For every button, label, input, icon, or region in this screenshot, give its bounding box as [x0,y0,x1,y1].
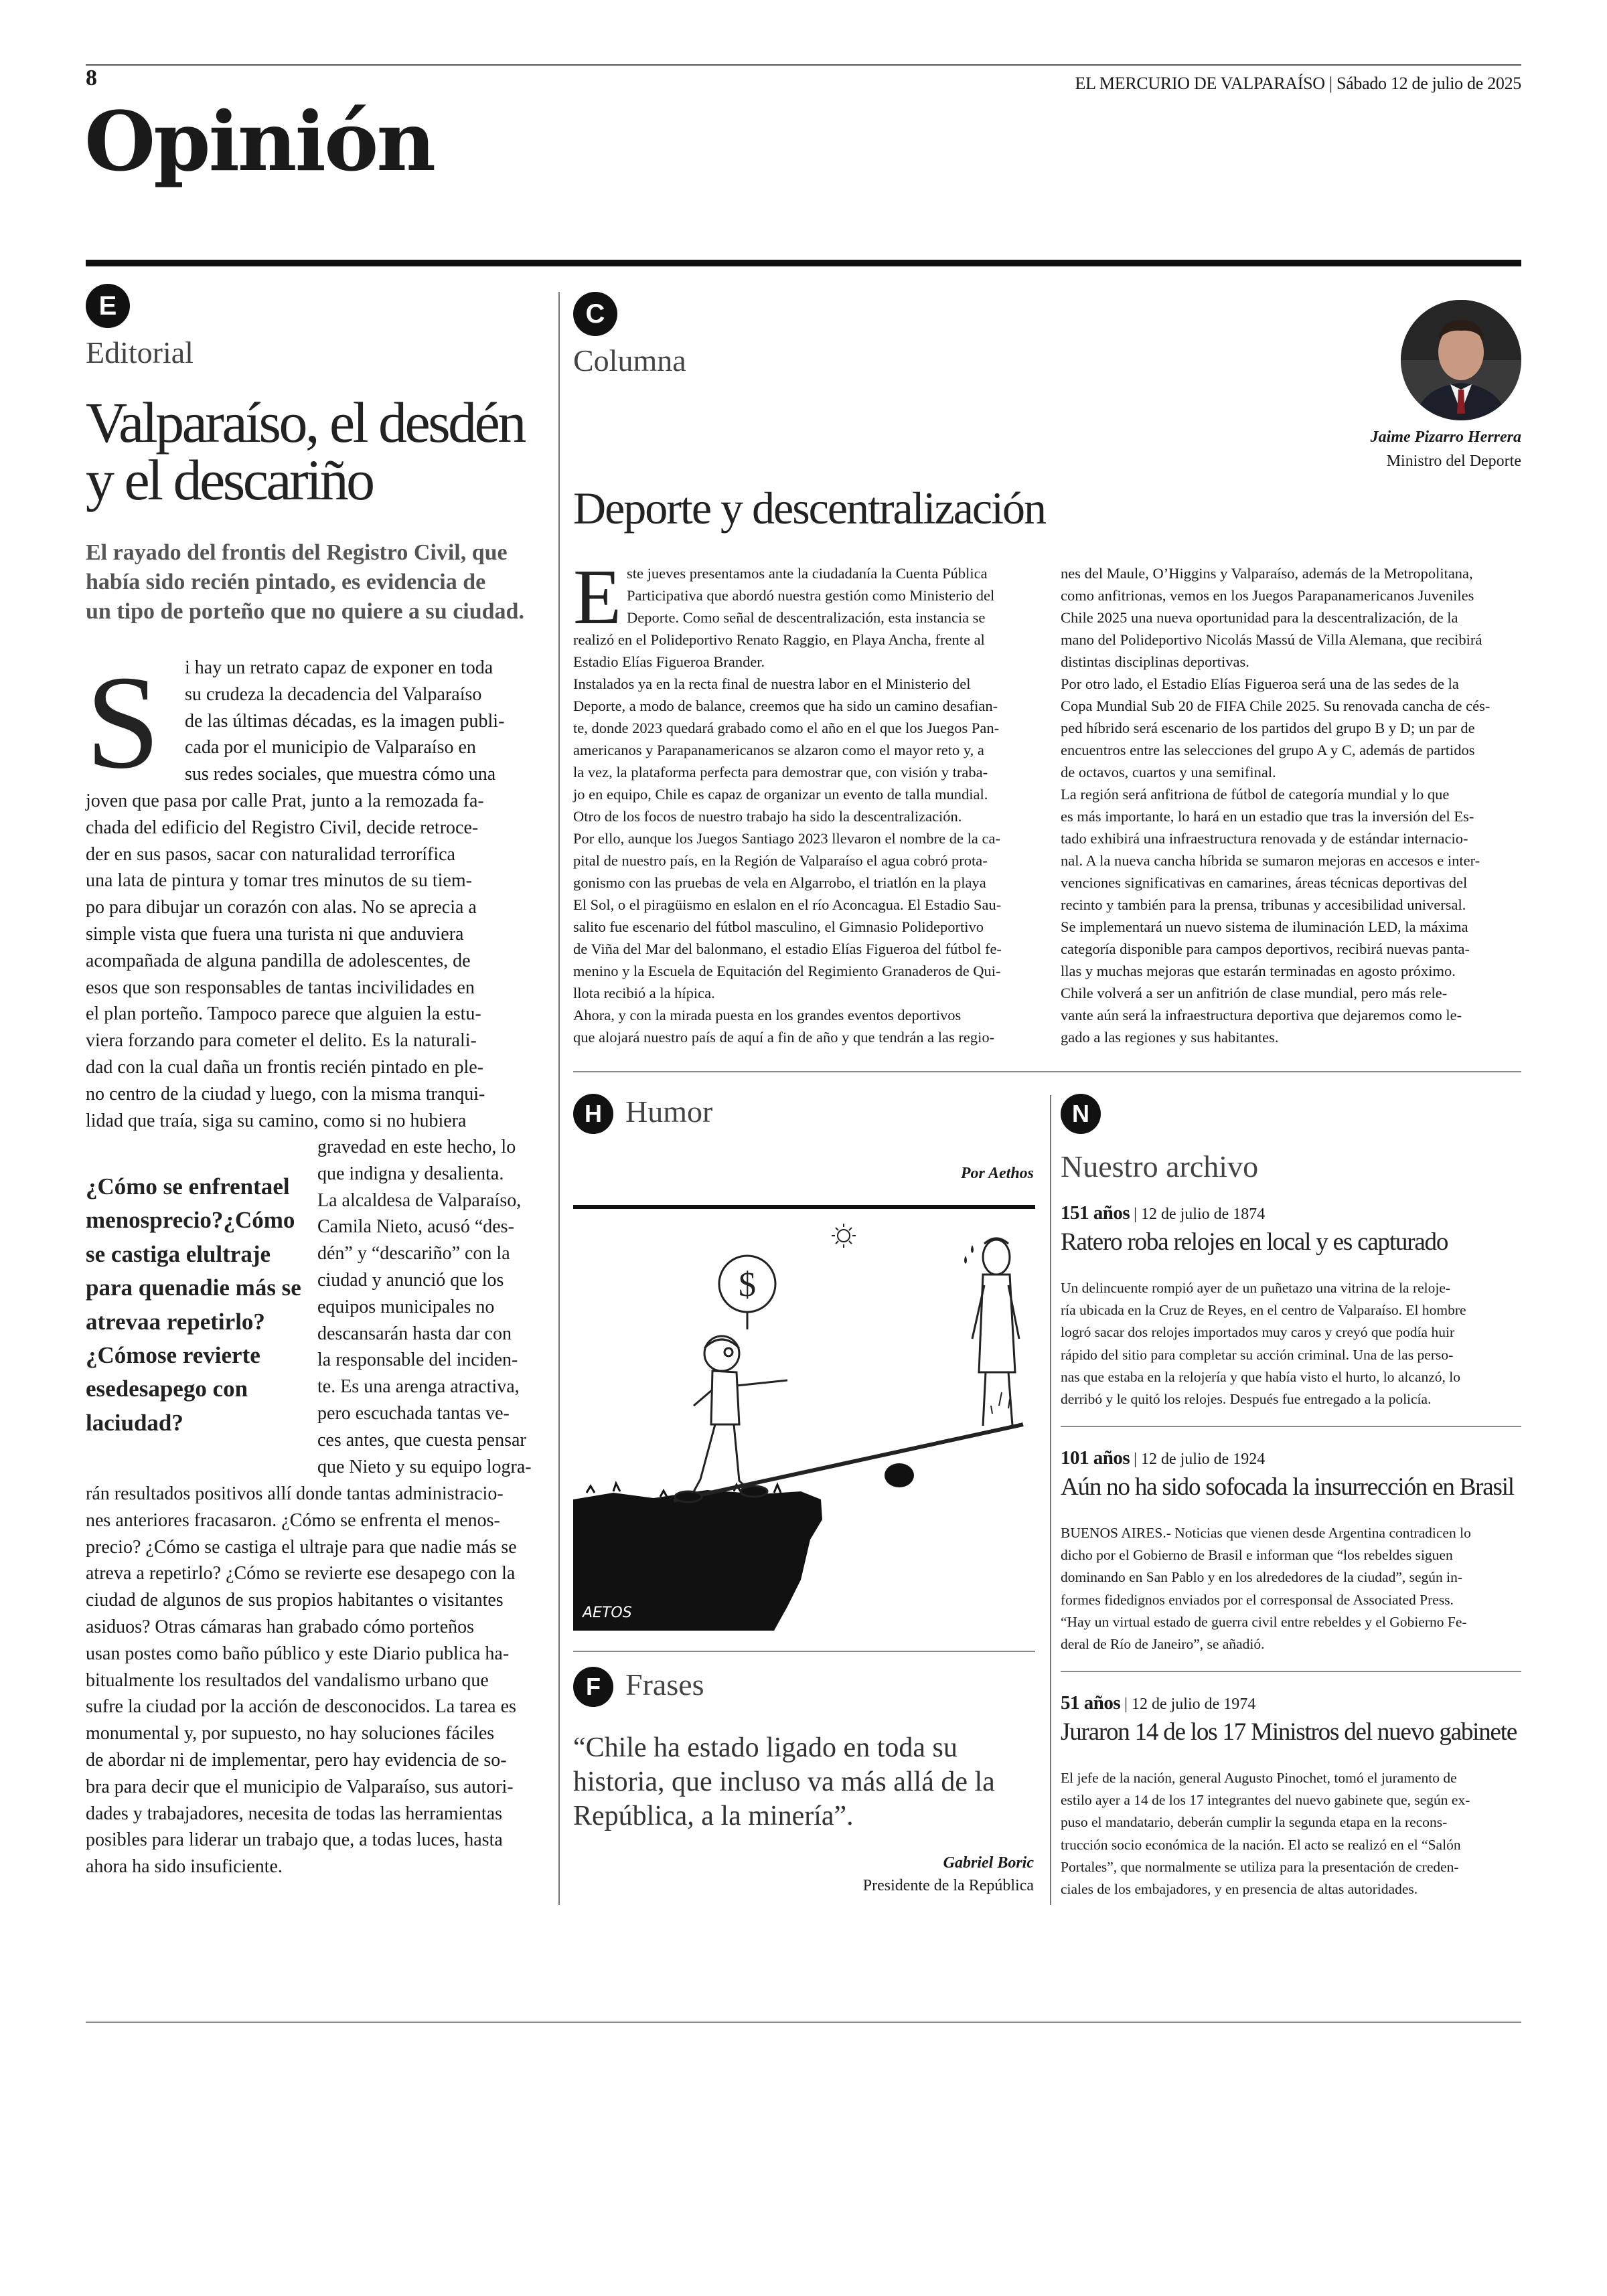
text-line: Otro de los focos de nuestro trabajo ha sido la descentralización. [573,808,962,825]
text-line: Chile 2025 una nueva oportunidad para la descentralización, de la [1061,609,1458,626]
editorial-title-line: Valparaíso, el desdén [86,390,524,455]
text-line: Instalados ya en la recta final de nuestra labor en el Ministerio del [573,675,971,692]
column-divider-left [558,292,560,1905]
text-line: posibles para liderar un trabajo que, a todas luces, hasta [86,1829,503,1851]
text-line: Deporte, a modo de balance, creemos que ha sido un camino desafian- [573,698,998,714]
cartoon-signature: AETOS [583,1605,632,1621]
masthead: EL MERCURIO DE VALPARAÍSO | Sábado 12 de julio de 2025 [1075,74,1521,93]
column-dropcap: E [573,553,622,641]
text-line: dad con la cual daña un frontis recién pintado en ple- [86,1056,483,1078]
text-line: ciudad? [104,1409,183,1436]
text-line: nas que estaba en la relojería y que había visto el hurto, lo alcanzó, lo [1061,1368,1461,1385]
text-line: trucción socio económica de la nación. El acto se realizó en el “Salón [1061,1836,1461,1853]
archive-item-body [1061,1767,1521,1900]
cartoon-credit: Por Aethos [960,1165,1034,1182]
text-line: ¿Cómo se enfrenta [86,1173,273,1200]
text-line: de Viña del Mar del balonmano, el estadio Elías Figueroa del fútbol fe- [573,940,1002,957]
text-line: la responsable del inciden- [317,1349,518,1371]
editorial-pull-quote [86,1170,307,1440]
text-line: La alcaldesa de Valparaíso, [317,1190,522,1211]
text-line: de octavos, cuartos y una semifinal. [1061,764,1276,781]
text-line: i hay un retrato capaz de exponer en toda [185,657,493,678]
author-role: Ministro del Deporte [1386,453,1521,470]
column-title: Deporte y descentralización [573,483,1045,534]
text-line: Chile volverá a ser un anfitrión de clase mundial, pero más rele- [1061,985,1448,1001]
text-line: desapego con la [86,1376,248,1436]
text-line: nes anteriores fracasaron. ¿Cómo se enfrenta el menos- [86,1509,500,1531]
text-line: gonismo con las pruebas de vela en Algarrobo, el triatlón en la playa [573,874,986,891]
text-line: ultraje para que [86,1240,271,1301]
archive-item-headline: Juraron 14 de los 17 Ministros del nuevo gabinete [1061,1718,1517,1746]
archive-item-headline: Ratero roba relojes en local y es capturado [1061,1228,1448,1256]
text-line: precio? ¿Cómo se castiga el ultraje para que nadie más se [86,1536,517,1558]
editorial-lead-line: El rayado del frontis del Registro Civil, que [86,540,508,565]
editorial-kicker: Editorial [86,335,194,370]
editorial-body-main [86,788,554,1134]
text-line: de abordar ni de implementar, pero hay evidencia de so- [86,1749,507,1771]
editorial-body-narrow [317,1134,558,1480]
text-line: dicho por el Gobierno de Brasil e informan que “los rebeldes siguen [1061,1547,1453,1564]
featured-quote [573,1731,1042,1833]
archive-divider [1061,1671,1521,1672]
editorial-title-line: y el descariño [86,448,373,512]
column-body-right [1061,562,1521,1048]
text-line: rán resultados positivos allí donde tantas administracio- [86,1483,504,1504]
bottom-rule [86,2022,1521,2023]
text-line: como anfitrionas, vemos en los Juegos Parapanamericanos Juveniles [1061,587,1474,604]
text-line: menino y la Escuela de Equitación del Regimiento Granaderos de Qui- [573,963,1001,979]
text-line: ría ubicada en la Cruz de Reyes, en el centro de Valparaíso. El hombre [1061,1302,1466,1319]
editorial-lead [86,538,554,627]
archive-badge: N [1061,1094,1101,1134]
top-rule [86,64,1521,66]
text-line: su crudeza la decadencia del Valparaíso [185,683,482,705]
text-line: ciudad de algunos de sus propios habitantes o visitantes [86,1590,504,1611]
editorial-dropcap: S [86,649,161,797]
text-line: no centro de la ciudad y luego, con la misma tranqui- [86,1083,485,1104]
editorial-body-intro [185,655,560,788]
text-line: llota recibió a la hípica. [573,985,715,1001]
archive-item-date: 151 años | 12 de julio de 1874 [1061,1202,1266,1224]
text-line: monumental y, por supuesto, no hay soluciones fáciles [86,1723,495,1744]
archive-item-date-text: 12 de julio de 1874 [1140,1206,1266,1223]
text-line: logró sacar dos relojes importados muy caros y creyó que podía huir [1061,1324,1455,1341]
text-line: dades y trabajadores, necesita de todas las herramientas [86,1803,502,1824]
text-line: nadie más se atreva [86,1275,301,1335]
archive-item-headline: Aún no ha sido sofocada la insurrección en Brasil [1061,1473,1514,1501]
text-line: Ahora, y con la mirada puesta en los grandes eventos deportivos [573,1007,962,1023]
text-line: Se implementará un nuevo sistema de iluminación LED, la máxima [1061,918,1468,935]
text-line: ces antes, que cuesta pensar [317,1429,526,1451]
text-line: Por otro lado, el Estadio Elías Figueroa será una de las sedes de la [1061,675,1459,692]
text-line: gado a las regiones y sus habitantes. [1061,1029,1279,1046]
text-line: Deporte. Como señal de descentralización, esta instancia se [627,609,986,626]
text-line: que alojará nuestro país de aquí a fin de año y que tendrán a las regio- [573,1029,995,1046]
text-line: sus redes sociales, que muestra cómo una [185,764,496,785]
archive-item-date: 101 años | 12 de julio de 1924 [1061,1447,1266,1469]
editorial-lead-line: había sido recién pintado, es evidencia de [86,570,486,594]
archive-divider [1061,1426,1521,1427]
text-line: bra para decir que el municipio de Valparaíso, sus autori- [86,1776,514,1797]
text-line: ciales de los embajadores, y en presencia de altas autoridades. [1061,1881,1418,1898]
text-line: encuentros entre las selecciones del grupo A y C, además de partidos [1061,742,1475,758]
text-line: Camila Nieto, acusó “des- [317,1216,514,1238]
text-line: atreva a repetirlo? ¿Cómo se revierte ese desapego con la [86,1563,516,1584]
text-line: que Nieto y su equipo logra- [317,1456,532,1477]
humor-badge: H [573,1094,613,1134]
archive-kicker: Nuestro archivo [1061,1149,1259,1183]
text-line: dominando en San Pablo y en los alrededores de la ciudad”, según in- [1061,1569,1463,1586]
quote-line: República, a la minería”. [573,1801,854,1831]
text-line: Copa Mundial Sub 20 de FIFA Chile 2025. Su renovada cancha de cés- [1061,698,1490,714]
text-line: vante aún será la infraestructura deportiva que dejaremos como le- [1061,1007,1462,1023]
archive-item-years: 151 años [1061,1202,1130,1224]
text-line: gravedad en este hecho, lo [317,1137,516,1157]
text-line: asiduos? Otras cámaras han grabado cómo porteños [86,1616,475,1637]
text-line: nal. A la nueva cancha híbrida se sumaron mejoras en accesos e inter- [1061,852,1480,869]
author-name: Jaime Pizarro Herrera [1370,428,1521,446]
text-line: estilo ayer a 14 de los 17 integrantes del nuevo gabinete que, según ex- [1061,1792,1470,1809]
text-line: ste jueves presentamos ante la ciudadanía la Cuenta Pública [627,565,988,582]
text-line: recinto y también para la prensa, tribunas y accesibilidad universal. [1061,896,1466,913]
archive-item-years: 51 años [1061,1692,1121,1714]
text-line: El Sol, o el piragüismo en eslalon en el río Aconcagua. El Estadio Sau- [573,896,1002,913]
archive-item-date: 51 años | 12 de julio de 1974 [1061,1692,1256,1714]
text-line: el plan porteño. Tampoco parece que alguien la estu- [86,1003,481,1025]
column-badge: C [573,292,617,336]
text-line: es más importante, lo hará en un estadio que tras la inversión del Es- [1061,808,1474,825]
text-line: te. Es una arenga atractiva, [317,1376,520,1398]
text-line: Un delincuente rompió ayer de un puñetazo una vitrina de la relojе- [1061,1280,1451,1296]
text-line: categoría disponible para campos deportivos, recibirá nuevas panta- [1061,940,1470,957]
text-line: que indigna y desalienta. [317,1163,504,1184]
text-line: esos que son responsables de tantas incivilidades en [86,977,475,998]
archive-item-body [1061,1522,1521,1655]
text-line: bitualmente los resultados del vandalismo urbano que [86,1669,489,1691]
frases-badge: F [573,1667,613,1707]
text-line: la vez, la plataforma perfecta para demostrar que, con visión y traba- [573,764,988,781]
text-line: una lata de pintura y tomar tres minutos de su tiem- [86,870,472,892]
text-line: salito fue escenario del fútbol masculino, el Gimnasio Polideportivo [573,918,984,935]
text-line: La región será anfitriona de fútbol de categoría mundial y lo que [1061,786,1450,803]
text-line: acompañada de alguna pandilla de adolescentes, de [86,950,471,971]
text-line: Estadio Elías Figueroa Brander. [573,653,765,670]
text-line: sufre la ciudad por la acción de desconocidos. La tarea es [86,1696,516,1718]
column-body-left [573,629,1037,1048]
text-line: americanos y Parapanamericanos se alzaron como el mayor reto y, a [573,742,984,758]
editorial-body-end [86,1481,554,1880]
column-body-intro [627,562,1037,629]
text-line: a repetirlo? ¿Cómo [86,1308,265,1369]
text-line: ¿Cómo se castiga el [86,1207,295,1267]
archive-item-body [1061,1277,1521,1410]
text-line: formes fidedignos enviados por el corresponsal de Associated Press. [1061,1591,1454,1608]
text-line: Portales”, que normalmente se utiliza para la presentación de creden- [1061,1858,1459,1875]
text-line: ped híbrido será escenario de los partidos del grupo B y D; un par de [1061,720,1475,736]
text-line: te, donde 2023 quedará grabado como el año en el que los Juegos Pan- [573,720,1000,736]
text-line: mano del Polideportivo Nicolás Massú de Villa Alemana, que recibirá [1061,631,1482,648]
text-line: equipos municipales no [317,1296,495,1317]
text-line: tado exhibirá una infraestructura renovada y de estándar internacio- [1061,830,1468,847]
quote-line: historia, que incluso va más allá de la [573,1767,995,1797]
text-line: el menosprecio? [86,1173,290,1234]
text-line: distintas disciplinas deportivas. [1061,653,1249,670]
archive-item-date-text: 12 de julio de 1974 [1131,1696,1256,1713]
archive-item-years: 101 años [1061,1447,1130,1469]
text-line: puso el mandatario, deberán cumplir la segunda etapa en la recons- [1061,1814,1448,1831]
text-line: Por ello, aunque los Juegos Santiago 2023 llevaron el nombre de la ca- [573,830,1000,847]
quote-author: Gabriel Boric [943,1854,1034,1872]
text-line: rápido del sitio para completar su acción criminal. Una de las perso- [1061,1346,1454,1363]
text-line: de las últimas décadas, es la imagen publi- [185,710,505,732]
text-line: llas y muchas mejoras que estarán terminadas en agosto próximo. [1061,963,1456,979]
humor-kicker: Humor [625,1094,713,1129]
text-line: chada del edificio del Registro Civil, decide retroce- [86,817,479,838]
section-rule [86,260,1521,266]
text-line: simple vista que fuera una turista ni que anduviera [86,923,464,945]
page-number: 8 [86,66,97,90]
text-line: BUENOS AIRES.- Noticias que vienen desde Argentina contradicen lo [1061,1525,1471,1541]
text-line: Participativa que abordó nuestra gestión como Ministerio del [627,587,995,604]
section-title: Opinión [84,93,435,189]
text-line: der en sus pasos, sacar con naturalidad terrorífica [86,843,455,865]
text-line: “Hay un virtual estado de guerra civil entre rebeldes y el Gobierno Fe- [1061,1613,1467,1630]
text-line: jo en equipo, Chile es capaz de organizar un evento de talla mundial. [573,786,988,803]
text-line: El jefe de la nación, general Augusto Pinochet, tomó el juramento de [1061,1770,1457,1786]
text-line: nes del Maule, O’Higgins y Valparaíso, además de la Metropolitana, [1061,565,1473,582]
text-line: dén” y “descariño” con la [317,1243,510,1264]
text-line: pital de nuestro país, en la Región de Valparaíso el agua cobró prota- [573,852,988,869]
text-line: descansarán hasta dar con [317,1323,512,1344]
text-line: realizó en el Polideportivo Renato Raggio, en Playa Ancha, frente al [573,631,985,648]
archive-item-date-text: 12 de julio de 1924 [1140,1451,1266,1468]
text-line: joven que pasa por calle Prat, junto a la remozada fa- [86,791,484,811]
column-kicker: Columna [573,343,686,378]
text-line: pero escuchada tantas ve- [317,1402,510,1424]
text-line: cada por el municipio de Valparaíso en [185,737,476,758]
text-line: ciudad y anunció que los [317,1269,504,1291]
text-line: venciones significativas en camarines, áreas técnicas deportivas del [1061,874,1468,891]
author-photo [1401,300,1521,420]
text-line: derribó y le quitó los relojes. Después fue entregado a la policía. [1061,1391,1432,1408]
humor-bottom-rule [573,1651,1035,1652]
text-line: lidad que traía, siga su camino, como si no hubiera [86,1110,467,1131]
column-bottom-rule [573,1071,1521,1072]
editorial-cartoon [573,1205,1035,1631]
quote-author-role: Presidente de la República [862,1877,1034,1894]
text-line: po para dibujar un corazón con alas. No se aprecia a [86,897,477,918]
frases-kicker: Frases [625,1667,704,1702]
text-line: se revierte ese [86,1342,260,1402]
text-line: viera forzando para cometer el delito. Es la naturali- [86,1030,477,1052]
editorial-title [86,390,554,512]
text-line: deral de Río de Janeiro”, se añadió. [1061,1636,1265,1653]
quote-line: “Chile ha estado ligado en toda su [573,1732,958,1763]
column-divider-right [1050,1095,1051,1905]
editorial-lead-line: un tipo de porteño que no quiere a su ciudad. [86,599,524,624]
svg-text:$: $ [739,1266,756,1304]
editorial-badge: E [86,284,130,328]
text-line: ahora ha sido insuficiente. [86,1856,283,1878]
text-line: usan postes como baño público y este Diario publica ha- [86,1643,510,1664]
